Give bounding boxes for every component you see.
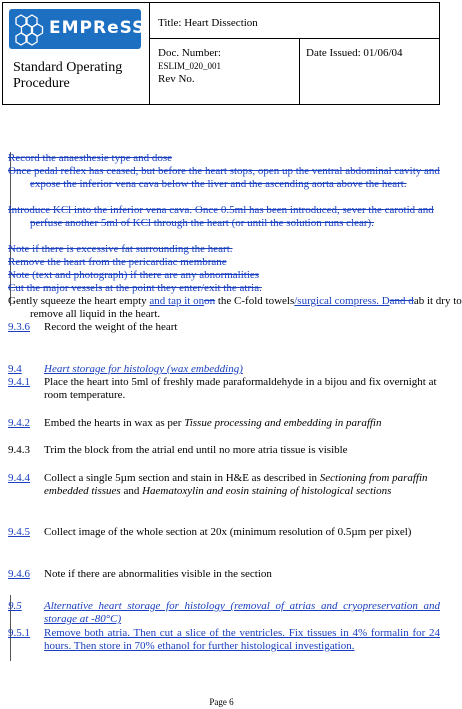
step-number: 9.4.2 [8,417,30,429]
step-number: 9.4.4 [8,472,30,484]
step-text: Remove both atria. Then cut a slice of the ventricles. Fix tissues in 4% formalin for 24 hours. Then store in 70% ethanol for further histological investigation. [44,627,440,652]
inserted-text: /surgical compress. D [294,295,390,307]
deleted-text: and d [389,295,414,307]
step-number: 9.3.6 [8,321,30,333]
sop-reference: Tissue processing and embedding in paraffin [184,417,382,429]
logo-wordmark: EMPReSS [49,18,146,38]
deleted-step: Once pedal reflex has ceased, but before the heart stops, open up the ventral abdominal cavity and expose the inferior vena cava below the liver and the ascending aorta above the heart. [8,165,440,190]
step-text-joiner: and [120,485,143,497]
deleted-step: Note (text and photograph) if there are any abnormalities [8,269,260,281]
deleted-text: on [204,295,216,307]
section-number: 9.5 [8,600,22,612]
step-text: Record the weight of the heart [44,321,178,333]
doc-title: Title: Heart Dissection [158,17,258,29]
step-number: 9.4.3 [8,444,30,456]
step-number: 9.4.1 [8,376,30,388]
doc-number: ESLIM_020_001 [158,61,221,71]
step-number: 9.4.5 [8,526,30,538]
inserted-text: and tap it on [149,295,205,307]
step-text: Place the heart into 5ml of freshly made paraformaldehyde in a bijou and fix overnight at room temperature. [44,376,437,401]
section-number: 9.4 [8,363,22,375]
step-text: Collect image of the whole section at 20x (minimum resolution of 0.5µm per pixel) [44,526,412,538]
step-text-main: Collect a single 5µm section and stain in H&E as described in [44,472,320,484]
deleted-step: Cut the major vessels at the point they enter/exit the atria. [8,282,262,294]
squeeze-text: ab it dry to remove all liquid in the heart. [30,295,462,320]
squeeze-step [8,295,462,321]
step-text [44,417,440,430]
squeeze-text: the C-fold towels [215,295,295,307]
hexagon-logo-icon [13,13,45,45]
step-number: 9.5.1 [8,627,30,639]
deleted-step: Note if there is excessive fat surrounding the heart. [8,243,233,255]
section-title: Alternative heart storage for histology (removal of atrias and cryopreservation and storage at -80°C) [44,600,440,625]
doc-number-label: Doc. Number: [158,47,221,59]
empress-logo [9,9,146,49]
deleted-step: Introduce KCl into the inferior vena cava. Once 0.5ml has been introduced, sever the carotid and perfuse another 5ml of KCl through the heart (or until the solution runs clear). [8,204,434,229]
document-header [2,2,440,105]
step-text: Note if there are abnormalities visible in the section [44,568,272,580]
deleted-step: Record the anaesthesie type and dose [8,152,173,164]
header-divider [149,38,439,39]
header-divider [149,3,150,104]
rev-label: Rev No. [158,73,195,85]
step-text [44,472,440,498]
page-number: Page 6 [209,697,234,707]
sop-label: Standard Operating Procedure [13,60,123,91]
step-text: Trim the block from the atrial end until no more atria tissue is visible [44,444,348,456]
doc-number-block [158,47,221,86]
sop-reference: Haematoxylin and eosin staining of histological sections [142,485,392,497]
date-issued: Date Issued: 01/06/04 [306,47,403,59]
squeeze-text: Gently squeeze the heart empty [8,295,150,307]
deleted-step: Remove the heart from the pericardiac membrane [8,256,227,268]
step-text-main: Embed the hearts in wax as per [44,417,185,429]
step-number: 9.4.6 [8,568,30,580]
header-divider [299,38,300,104]
sop-reference: Sectioning from paraffin embedded tissues [44,472,428,497]
section-title: Heart storage for histology (wax embedding) [44,363,243,375]
